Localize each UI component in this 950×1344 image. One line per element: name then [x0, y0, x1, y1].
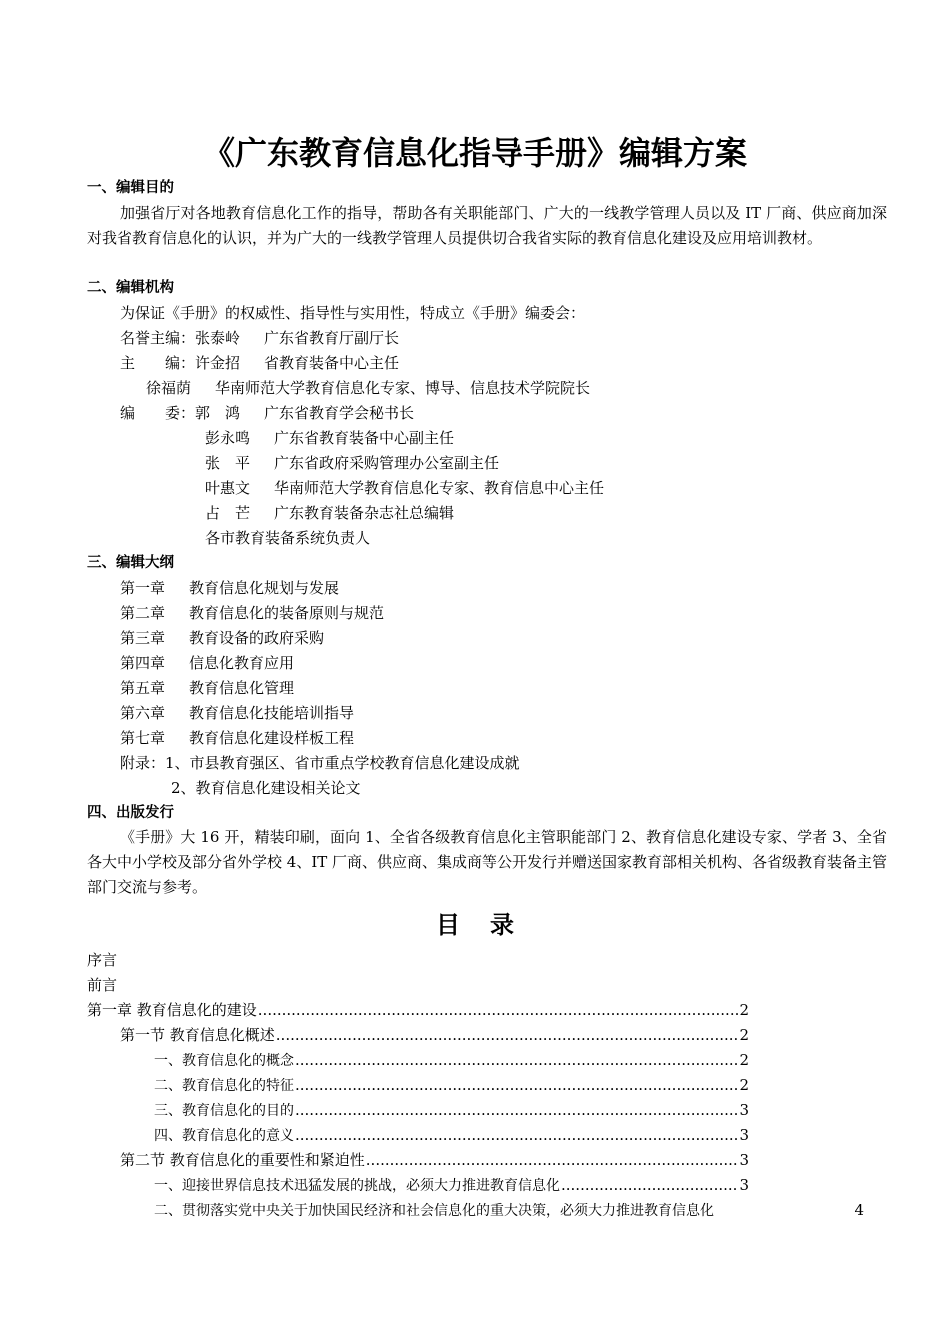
toc-entry[interactable]: 三、教育信息化的目的 ..... 3	[154, 1100, 749, 1121]
toc-title: 目录	[436, 911, 544, 939]
toc-entry[interactable]: 四、教育信息化的意义 ..... 3	[154, 1125, 749, 1146]
committee-name: 张泰岭	[195, 329, 241, 347]
committee-name: 许金招	[195, 354, 241, 372]
committee-title: 广东省教育学会秘书长	[264, 404, 415, 422]
committee-name: 叶惠文	[205, 479, 251, 497]
toc-entry[interactable]: 第二节 教育信息化的重要性和紧迫性 ..... 3	[120, 1150, 749, 1170]
committee-title: 华南师范大学教育信息化专家、博导、信息技术学院院长	[215, 379, 591, 397]
committee-row	[120, 353, 399, 373]
committee-title: 广东省政府采购管理办公室副主任	[274, 454, 500, 472]
outline-appendix: 2、教育信息化建设相关论文	[171, 779, 361, 797]
committee-row	[146, 378, 590, 398]
committee-name: 张 平	[205, 454, 251, 472]
outline-chapter: 第四章 信息化教育应用	[120, 654, 295, 672]
committee-row	[120, 328, 399, 348]
committee-title: 广东省教育装备中心副主任	[274, 429, 455, 447]
committee-row	[205, 503, 454, 523]
toc-entry[interactable]: 二、贯彻落实党中央关于加快国民经济和社会信息化的重大决策，必须大力推进教育信息化 4	[154, 1201, 864, 1219]
committee-row	[205, 428, 454, 448]
organization-intro: 为保证《手册》的权威性、指导性与实用性，特成立《手册》编委会：	[120, 304, 586, 322]
committee-title: 华南师范大学教育信息化专家、教育信息中心主任	[274, 479, 605, 497]
committee-last-row: 各市教育装备系统负责人	[205, 529, 371, 547]
outline-chapter: 第二章 教育信息化的装备原则与规范	[120, 604, 385, 622]
outline-chapter: 第七章 教育信息化建设样板工程	[120, 729, 355, 747]
toc-entry[interactable]: 第一章 教育信息化的建设 ..... 2	[87, 1000, 749, 1020]
outline-chapter: 第三章 教育设备的政府采购	[120, 629, 325, 647]
section-heading-outline: 三、编辑大纲	[87, 555, 174, 571]
committee-name: 彭永鸣	[205, 429, 251, 447]
committee-title: 广东教育装备杂志社总编辑	[274, 504, 455, 522]
outline-chapter: 第五章 教育信息化管理	[120, 679, 295, 697]
committee-name: 占 芒	[205, 504, 251, 522]
purpose-paragraph: 加强省厅对各地教育信息化工作的指导，帮助各有关职能部门、广大的一线教学管理人员以及 IT 厂商、供应商加深对我省教育信息化的认识，并为广大的一线教学管理人员提供切合我省实际的教育信息化建设及应用培训教材。	[87, 204, 887, 247]
toc-entry[interactable]: 一、迎接世界信息技术迅猛发展的挑战，必须大力推进教育信息化 ..... 3	[154, 1175, 749, 1196]
committee-row	[205, 453, 499, 473]
committee-role: 编 委：	[120, 404, 196, 422]
committee-row	[205, 478, 604, 498]
section-heading-publishing: 四、出版发行	[87, 805, 174, 821]
committee-role: 名誉主编：	[120, 329, 196, 347]
committee-title: 省教育装备中心主任	[264, 354, 400, 372]
toc-foreword: 前言	[87, 976, 118, 994]
outline-appendix: 附录：1、市县教育强区、省市重点学校教育信息化建设成就	[120, 754, 520, 772]
toc-preface: 序言	[87, 951, 118, 969]
committee-title: 广东省教育厅副厅长	[264, 329, 400, 347]
publishing-paragraph: 《手册》大 16 开，精装印刷，面向 1、全省各级教育信息化主管职能部门 2、教育信息化建设专家、学者 3、全省各大中小学校及部分省外学校 4、IT 厂商、供应商、集成商等公开发行并赠送国家教育部相关机构、各省级教育装备主管部门交流与参考。	[87, 828, 888, 896]
committee-name: 郭 鸿	[195, 404, 241, 422]
toc-entry[interactable]: 第一节 教育信息化概述 ..... 2	[120, 1025, 749, 1045]
section-heading-organization: 二、编辑机构	[87, 280, 174, 296]
committee-row	[120, 403, 414, 423]
toc-entry[interactable]: 一、教育信息化的概念 ..... 2	[154, 1050, 749, 1071]
outline-chapter: 第六章 教育信息化技能培训指导	[120, 704, 355, 722]
document-title: 《广东教育信息化指导手册》编辑方案	[202, 134, 747, 172]
committee-role: 主 编：	[120, 354, 196, 372]
committee-name: 徐福荫	[146, 379, 192, 397]
section-heading-purpose: 一、编辑目的	[87, 180, 174, 196]
toc-entry[interactable]: 二、教育信息化的特征 ..... 2	[154, 1075, 749, 1096]
outline-chapter: 第一章 教育信息化规划与发展	[120, 579, 340, 597]
